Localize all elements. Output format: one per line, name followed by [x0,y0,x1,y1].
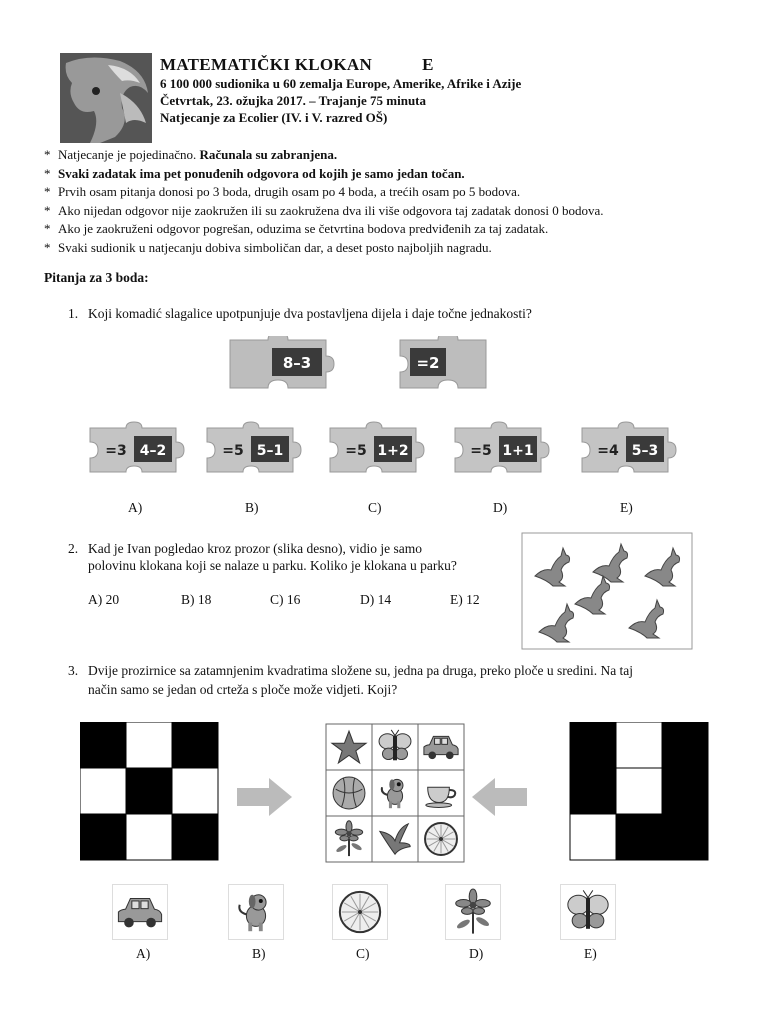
dark-square [662,814,708,860]
q1-option-e[interactable] [580,420,680,520]
q1-option-b[interactable] [205,420,305,520]
clear-square [172,768,218,814]
clear-square [570,814,616,860]
puzzle-right-text: 1+2 [377,443,409,459]
answer-c[interactable]: C) 16 [270,592,301,607]
question-text: Kad je Ivan pogledao kroz prozor (slika desno), vidio je samo [88,541,423,556]
picture-board [326,724,464,862]
option-picture [228,884,284,940]
cup-icon [426,787,455,807]
puzzle-right-text: 4–2 [139,443,167,459]
puzzle-piece-option [205,420,305,480]
puzzle-piece-option [328,420,428,480]
q3-diagram [80,722,710,868]
option-letter: A) [128,500,143,515]
clock-icon [340,892,380,932]
contest-title: MATEMATIČKI KLOKAN E [160,55,434,74]
dark-square [80,722,126,768]
clear-square [126,722,172,768]
board-cell [372,816,418,862]
q1-options [0,420,768,520]
option-picture [560,884,616,940]
rule-item: * Svaki zadatak ima pet ponuđenih odgovora od kojih je samo jedan točan. [44,165,465,181]
puzzle-right-text: 1+1 [502,443,534,459]
section-title: Pitanja za 3 boda: [44,270,149,285]
puzzle-piece-left [230,336,334,388]
q3-option-c[interactable] [332,884,392,964]
q1-option-c[interactable] [328,420,428,520]
q3-option-a[interactable] [112,884,172,964]
option-letter: B) [252,946,266,961]
puzzle-piece-option [453,420,553,480]
answer-d[interactable]: D) 14 [360,592,392,607]
puzzle-piece-option [580,420,680,480]
header-participants: 6 100 000 sudionika u 60 zemalja Europe, Amerike, Afrike i Azije [160,76,522,91]
dark-square [172,722,218,768]
svg-text:=2: =2 [416,354,440,372]
dark-square [570,722,616,768]
puzzle-left-text: =4 [597,443,619,459]
dark-square [570,768,616,814]
q1-option-a[interactable] [88,420,188,520]
question-text: Dvije prozirnice sa zatamnjenim kvadratima složene su, jedna pa druga, preko ploče u sredini. Na taj [88,663,634,678]
question-number: 1. [68,306,79,321]
dark-square [662,768,708,814]
clear-square [80,768,126,814]
answer-a[interactable]: A) 20 [88,592,120,607]
answer-b[interactable]: B) 18 [181,592,212,607]
clock-icon [425,823,457,855]
puzzle-left-text: =5 [470,443,492,459]
option-letter: D) [493,500,508,515]
clear-square [126,814,172,860]
rule-item: * Ako nijedan odgovor nije zaokružen ili su zaokružena dva ili više odgovora taj zadatak donosi 0 bodova. [44,202,604,218]
question-number: 2. [68,541,79,556]
question-3 [68,662,758,702]
rule-item: * Prvih osam pitanja donosi po 3 boda, drugih osam po 4 boda, a trećih osam po 5 bodova. [44,184,521,199]
option-letter: C) [368,500,382,515]
clear-square [616,722,662,768]
ball-icon [333,777,365,809]
question-2 [68,540,528,580]
rules-list [44,146,603,257]
puzzle-left-text: =3 [105,443,127,459]
park-window-picture [521,532,693,650]
q1-option-d[interactable] [453,420,553,520]
q3-option-d[interactable] [445,884,505,964]
option-letter: A) [136,946,151,961]
dark-square [126,768,172,814]
option-letter: B) [245,500,259,515]
dark-square [616,814,662,860]
dark-square [662,722,708,768]
option-letter: E) [584,946,597,961]
q3-options [0,884,768,964]
question-number: 3. [68,663,79,678]
right-transparency [570,722,708,860]
option-letter: D) [469,946,484,961]
given-puzzle-pieces [228,336,498,392]
clear-square [616,768,662,814]
question-1 [68,305,748,325]
svg-text:8–3: 8–3 [282,354,312,372]
puzzle-left-text: =5 [222,443,244,459]
answer-e[interactable]: E) 12 [450,592,480,607]
rule-item: * Svaki sudionik u natjecanju dobiva simboličan dar, a deset posto najboljih nagradu. [44,239,492,255]
puzzle-piece-option [88,420,188,480]
header-date: Četvrtak, 23. ožujka 2017. – Trajanje 75 minuta [160,93,427,108]
q3-option-b[interactable] [228,884,288,964]
option-letter: E) [620,500,633,515]
header-category: Natjecanje za Ecolier (IV. i V. razred OŠ) [160,110,388,125]
left-arrow [472,778,527,816]
left-transparency [80,722,218,860]
question-text: način samo se jedan od crteža s ploče može vidjeti. Koji? [88,682,398,697]
puzzle-right-text: 5–1 [256,443,284,459]
rule-item: * Natjecanje je pojedinačno. Računala su zabranjena. [44,147,338,162]
q3-option-e[interactable] [560,884,620,964]
option-letter: C) [356,946,370,961]
question-text: polovinu klokana koji se nalaze u parku. Koliko je klokana u parku? [88,558,457,573]
puzzle-right-text: 5–3 [631,443,659,459]
dark-square [80,814,126,860]
q2-answers [88,592,508,612]
kangaroo-logo [60,53,152,143]
puzzle-left-text: =5 [345,443,367,459]
question-text: Koji komadić slagalice upotpunjuje dva postavljena dijela i daje točne jednakosti? [88,306,532,321]
option-picture [332,884,388,940]
option-picture [112,884,168,940]
option-picture [445,884,501,940]
rule-item: * Ako je zaokruženi odgovor pogrešan, oduzima se četvrtina bodova predviđenih za taj zadatak. [44,221,549,236]
right-arrow [237,778,292,816]
puzzle-piece-right [400,336,486,388]
dark-square [172,814,218,860]
